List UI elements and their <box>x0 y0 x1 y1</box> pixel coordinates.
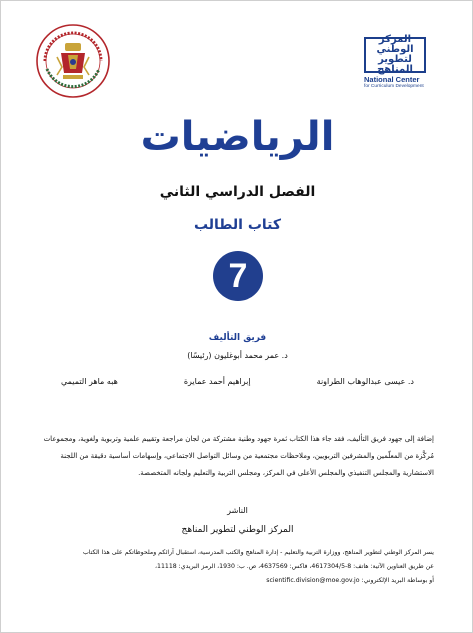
grade-badge: 7 <box>213 251 263 301</box>
author-name: إبراهيم أحمد عمايرة <box>183 377 251 386</box>
semester-label: الفصل الدراسي الثاني <box>159 184 316 200</box>
jordan-ministry-emblem-icon <box>35 23 111 99</box>
ncld-arabic-line1: المركز الوطني <box>376 34 414 55</box>
author-list <box>61 377 414 386</box>
contact-line: يسر المركز الوطني لتطوير المناهج، ووزارة التربية والتعليم - إدارة المناهج والكتب المدرسية، استقبال آرائكم وملحوظاتكم على هذا الكتاب <box>82 549 434 556</box>
contact-block <box>41 546 434 588</box>
ncld-logo-icon <box>364 34 426 75</box>
contact-email-line[interactable]: أو بوساطة البريد الإلكتروني: scientific.division@moe.gov.jo <box>266 577 434 584</box>
publisher-label: الناشر <box>227 506 248 515</box>
lead-author: د. عمر محمد أبوغليون (رئيسًا) <box>187 351 288 360</box>
ncld-english-sub: for Curriculum Development <box>364 84 424 89</box>
acknowledgement-paragraph: إضافة إلى جهود فريق التأليف، فقد جاء هذا الكتاب ثمرة جهود وطنية مشتركة من لجان مراجعة وتقييم علمية وتربوية ولغوية، ومجموعات مُركَّزة من المعلّمين والمشرفين التربويين، وملاحظات مجتمعية من وسائل التواصل الاجتماعي، وإسهامات أساسية دقيقة من اللجنة الاستشارية والمجلس التنفيذي والمجلس الأعلى في المركز، ومجلس التربية والتعليم ولجانه المتخصصة. <box>43 435 434 477</box>
ncld-english-name: National Center <box>364 75 420 84</box>
authors-heading: فريق التأليف <box>208 333 267 343</box>
ncld-logo <box>364 34 426 97</box>
ncld-arabic-line2: لتطوير المناهج <box>377 54 413 75</box>
book-title: الرياضيات <box>140 114 335 160</box>
book-type-label: كتاب الطالب <box>193 217 282 233</box>
author-name: هبه ماهر التميمي <box>61 377 118 386</box>
contact-line: عن طريق العناوين الآتية: هاتف: 8-4617304/5، فاكس: 4637569، ص. ب: 1930، الرمز البريدي: 11118، <box>155 563 434 570</box>
author-name: د. عيسى عبدالوهاب الطراونة <box>316 377 414 386</box>
publisher-name: المركز الوطني لتطوير المناهج <box>181 525 294 535</box>
